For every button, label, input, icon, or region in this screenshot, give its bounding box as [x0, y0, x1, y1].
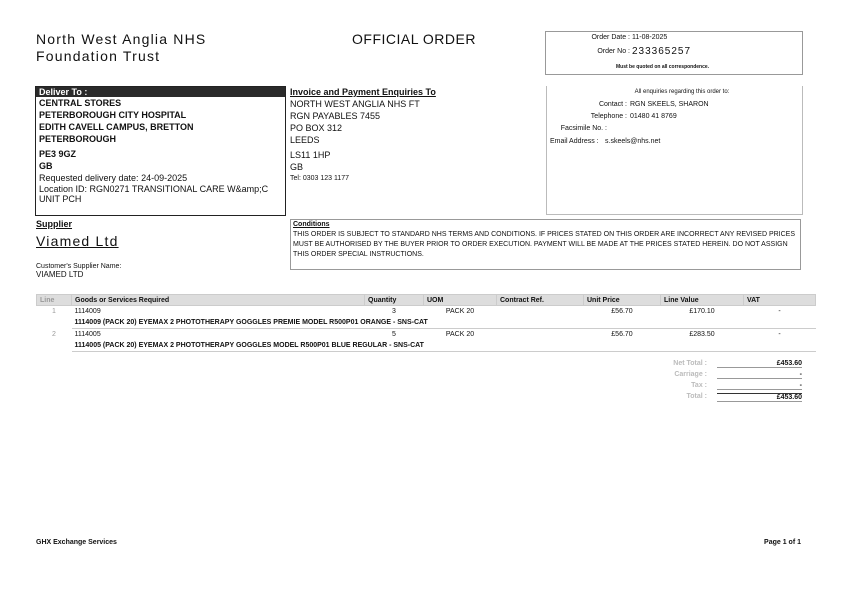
total-row — [640, 393, 802, 404]
contact-value: RGN SKEELS, SHARON — [630, 101, 709, 108]
row-description: 1114005 (PACK 20) EYEMAX 2 PHOTOTHERAPY GOGGLES MODEL R500P01 BLUE REGULAR - SNS-CAT — [72, 340, 816, 352]
col-line: Line — [37, 295, 72, 306]
row-code: 1114009 — [74, 308, 101, 315]
row-unit-price: £56.70 — [611, 308, 633, 315]
invoice-line: NORTH WEST ANGLIA NHS FT — [290, 99, 420, 109]
invoice-line: PO BOX 312 — [290, 123, 343, 133]
tax-row — [640, 382, 802, 393]
table-row — [37, 329, 816, 341]
col-quantity: Quantity — [365, 295, 424, 306]
telephone-value: 01480 41 8769 — [630, 113, 677, 120]
table-header-row — [37, 295, 816, 306]
deliver-line: EDITH CAVELL CAMPUS, BRETTON — [39, 122, 194, 132]
table-row-desc — [37, 317, 816, 329]
row-line: 2 — [52, 330, 56, 338]
order-note: Must be quoted on all correspondence. — [616, 64, 710, 70]
order-info-box — [545, 31, 803, 75]
row-contract — [497, 329, 584, 341]
net-total-row — [640, 360, 802, 371]
order-number: 233365257 — [632, 46, 692, 57]
col-unit-price: Unit Price — [584, 295, 661, 306]
deliver-line: PETERBOROUGH CITY HOSPITAL — [39, 110, 187, 120]
invoice-line: RGN PAYABLES 7455 — [290, 111, 381, 121]
col-line-value: Line Value — [661, 295, 744, 306]
row-line: 1 — [52, 308, 56, 315]
email-value: s.skeels@nhs.net — [605, 138, 661, 145]
net-total-value: £453.60 — [717, 360, 802, 368]
telephone-label: Telephone : — [590, 113, 627, 120]
carriage-value: - — [717, 371, 802, 379]
invoice-line: LEEDS — [290, 135, 320, 145]
col-vat: VAT — [744, 295, 816, 306]
invoice-postcode: LS11 1HP — [290, 150, 331, 160]
conditions-text: THIS ORDER IS SUBJECT TO STANDARD NHS TERMS AND CONDITIONS. IF PRICES STATED ON THIS ORDER ARE INCORRECT ANY REVISED PRICES MUST BE AUTHORISED BY THE BUYER PRIOR TO ORDER EXECUTION. PAYMENT WILL BE MADE AT THE PRICES STATED HEREIN. DO NOT ASSIGN THIS ORDER SPECIAL INSTRUCTIONS. — [293, 231, 796, 258]
invoice-section — [290, 86, 546, 214]
requested-delivery-date: Requested delivery date: 24-09-2025 — [39, 173, 188, 183]
table-row-desc — [37, 340, 816, 352]
order-lines-table — [36, 294, 816, 352]
document-title: OFFICIAL ORDER — [352, 31, 476, 47]
supplier-label: Supplier — [36, 219, 73, 229]
customer-supplier-name — [36, 263, 121, 279]
deliver-line: PETERBOROUGH — [39, 134, 117, 144]
invoice-header: Invoice and Payment Enquiries To — [290, 87, 436, 97]
row-qty: 3 — [392, 308, 396, 315]
row-line-value: £170.10 — [689, 308, 715, 315]
enquiries-box — [546, 86, 803, 215]
customer-supplier-label: Customer's Supplier Name: — [36, 263, 122, 270]
deliver-postcode: PE3 9GZ — [39, 149, 77, 159]
enquiries-title: All enquiries regarding this order to: — [634, 89, 730, 95]
col-goods: Goods or Services Required — [72, 295, 365, 306]
table-row — [37, 306, 816, 318]
customer-supplier-value: VIAMED LTD — [36, 270, 84, 279]
row-vat: - — [778, 308, 781, 315]
row-qty: 5 — [392, 331, 396, 338]
order-no-label: Order No : — [597, 48, 630, 55]
row-uom: PACK 20 — [445, 308, 475, 315]
carriage-row — [640, 371, 802, 382]
deliver-to-box — [35, 86, 286, 216]
fax-label: Facsimile No. : — [560, 125, 607, 132]
invoice-country: GB — [290, 162, 304, 172]
carriage-label: Carriage : — [674, 371, 707, 378]
row-uom: PACK 20 — [445, 331, 475, 338]
deliver-line: CENTRAL STORES — [39, 98, 122, 108]
order-date: 11-08-2025 — [632, 34, 668, 41]
row-unit-price: £56.70 — [611, 331, 633, 338]
invoice-tel: Tel: 0303 123 1177 — [290, 175, 350, 182]
organisation-line2: Foundation Trust — [36, 48, 161, 64]
email-label: Email Address : — [550, 138, 599, 145]
conditions-header: Conditions — [293, 221, 330, 228]
deliver-country: GB — [39, 161, 53, 171]
organisation-name — [36, 31, 206, 65]
total-value: £453.60 — [717, 393, 802, 402]
location-id: Location ID: RGN0271 TRANSITIONAL CARE W&amp;C UNIT PCH — [39, 184, 269, 204]
tax-value: - — [717, 382, 802, 390]
deliver-to-header: Deliver To : — [36, 87, 285, 97]
page-number: Page 1 of 1 — [764, 539, 801, 546]
tax-label: Tax : — [691, 382, 707, 389]
total-label: Total : — [686, 393, 707, 400]
footer-provider: GHX Exchange Services — [36, 539, 117, 546]
col-contract: Contract Ref. — [497, 295, 584, 306]
row-code: 1114005 — [74, 331, 101, 338]
row-line-value: £283.50 — [689, 331, 715, 338]
row-description: 1114009 (PACK 20) EYEMAX 2 PHOTOTHERAPY GOGGLES PREMIE MODEL R500P01 ORANGE - SNS-CAT — [72, 317, 816, 329]
net-total-label: Net Total : — [673, 360, 707, 367]
totals-block — [640, 360, 802, 404]
conditions-box — [290, 219, 801, 270]
organisation-line1: North West Anglia NHS — [36, 31, 207, 47]
supplier-name: Viamed Ltd — [36, 233, 119, 249]
contact-label: Contact : — [598, 101, 627, 108]
col-uom: UOM — [424, 295, 497, 306]
row-contract — [497, 306, 584, 318]
row-vat: - — [778, 331, 781, 338]
order-date-label: Order Date : — [591, 34, 630, 41]
